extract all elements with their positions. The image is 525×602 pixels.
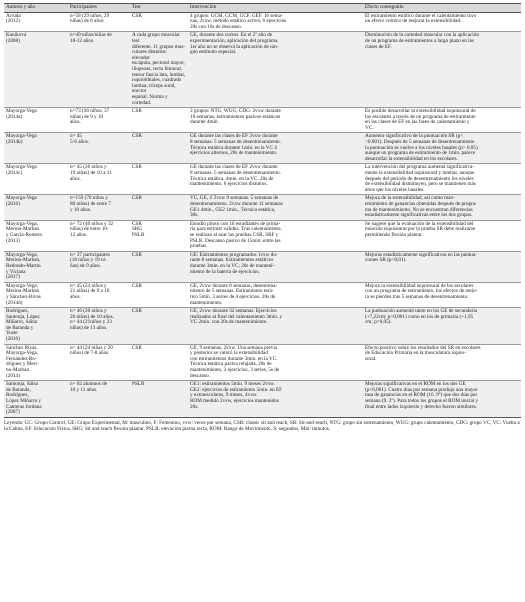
authors-cell: Sánchez Rivas, Mayorga-Vega, Fernández Ro- dríguez y Meri- no-Marban (2014) (4, 344, 68, 381)
participants-cell: n= 45 5-6 años. (68, 133, 130, 164)
table-row (4, 282, 521, 307)
participants-cell: n= 46 (20 niños y 26 niñas) de 10 años. n= 44 (21niños y 23 niñas) de 13 años. (68, 308, 130, 345)
table-row (4, 344, 521, 381)
authors-cell: Mayorga-Vega (2016) (4, 195, 68, 220)
authors-cell: Rodríguez, Santonja, López Miñarro, Sáinz de Baranda y Yuste (2016) (4, 308, 68, 345)
test-cell: CSR (130, 12, 188, 32)
authors-cell: Mayorga-Vega (2014b) (4, 133, 68, 164)
authors-cell: Kaniková (2008) (4, 32, 68, 108)
table-body (4, 12, 521, 417)
table-header (4, 4, 521, 13)
intervention-cell: Estudio piloto con 10 estudiantes de prima- ria para estimar validez. Tras calentamiento, se realizan al azar las pruebas CSR, SRF y PSLR. Descanso pasivo de 15min. entre las pruebas. (188, 220, 363, 251)
participants-cell: n= 45 (26 niños y 19 niñas) de 10 a 11 años. (68, 164, 130, 195)
participants-cell: n= 44 (24 niñas y 20 niños) de 7-8 años. (68, 344, 130, 381)
effect-cell: Se sugiere que la evaluación de la extensibilidad del músculo isquiosural por la prueba SR debe realizarse permitiendo flexión plantar. (363, 220, 521, 251)
participants-cell: n= 72 (40 niños y 32 niñas) de entre 10- 12 años. (68, 220, 130, 251)
table-row (4, 133, 521, 164)
participants-cell: n=49 niños/niñas de 10-12 años. (68, 32, 130, 108)
participants-cell: n=150 (70 niños y 80 niñas) de entre 7 y 10 años. (68, 195, 130, 220)
test-cell: CSR (130, 282, 188, 307)
test-cell: CSR (130, 195, 188, 220)
effect-cell: El estiramiento estático durante el calentamiento tuvo un efecto crónico de mejorar la extensibilidad. (363, 12, 521, 32)
authors-cell: Mayorga-Vega, Merino-Marban y García-Romero (2013) (4, 220, 68, 251)
intervention-cell: GE durante las clases de EF 2vxw durante 8 semanas. 5 semanas de desentrenamiento. Técnica estática durante 1min. en la VC 4 ejercicios alternos, 20s de mantenimiento. (188, 133, 363, 164)
test-cell: CSR (130, 108, 188, 133)
table-row (4, 108, 521, 133)
participants-cell: n= 62 alumnos de 10 y 11 años. (68, 381, 130, 418)
table-row (4, 12, 521, 32)
intervention-cell: VC, GE, 4´2vxw 9 semanas. 5 semanas de desentrenamiento. 2vxw durante 11 semanas GE1 4min., GE2 1min., Técnica estática, 30s. (188, 195, 363, 220)
table-legend: Leyenda: GC: Grupo Control, GE: Grupo Experimental, M: masculino, F: Femenino, vxw: veces por semana, CSR: classic sit and reach, SR: Sit-and-reach, NTG: grupo sin entrenamiento, WUG: grupo calentamiento, CDG: grupo VC, VC: Vuelta a la Calma, EF: Educación Física, SRG: Sit and reach flexión plantar, PSLR: elevación pierna recta, ROM: Rango de Movimiento, S: segundos, Min: minutos. (4, 419, 520, 432)
effect-cell: Aumento significativo de la puntuación SR (p< <0.001). Después de 5 semanas de desentrenamiento la puntuación se vuelve a los niveles basales (p> 0,05) aunque un programa de estiramiento de 1min. parece desarrollar la extensibilidad en los escolares. (363, 133, 521, 164)
intervention-cell: 3 grupos: NTG, WUG, CDG. 2vxw durante 10 semanas, estiramientos pasivos estáticos durante 4min. (188, 108, 363, 133)
test-cell: CSR (130, 308, 188, 345)
intervention-cell: GE: Estiramientos programados 1vxw du- rante 8 semanas. Estiramientos estáticos durante 3min. en la VC; 20s de manteni- miento de la batería de ejercicios. (188, 251, 363, 282)
authors-cell: Mayorga-Vega (2014a) (4, 108, 68, 133)
participants-cell: n=73 (36 niños, 37 niñas) de 9 y 10 años. (68, 108, 130, 133)
test-cell: CSR (130, 251, 188, 282)
table-row (4, 308, 521, 345)
header-participants: Participantes (68, 4, 130, 13)
effect-cell: Mejora de la extensibilidad, así como man- tenimiento de ganancias obtenidas después de progra- ma de mantenimiento. No se encuentran diferencias estadísticamente significativas entre los dos grupos. (363, 195, 521, 220)
authors-cell: Mayorga-Vega, Merino-Marban, Redondo-Martín y Viciana (2017) (4, 251, 68, 282)
table-row (4, 164, 521, 195)
header-authors: Autores y año (4, 4, 68, 13)
participants-cell: n=58 (29 niños, 29 niñas) de 8 años (68, 12, 130, 32)
intervention-cell: GE, 9 semanas, 2vxw. Una semana previa y posterior se valoró la extensibilidad con estiramientos durante 3min. en la VC. Técnica estática pasiva relajada, 20s de mantenimiento, 3 ejercicios, 3 series, 5s de descanso. (188, 344, 363, 381)
intervention-cell: GE, durante dos cursos. En el 2º año de experimentación, aplicación del programa. 1er año no se observa la aplicación de nin- gún estímulo especial. (188, 32, 363, 108)
authors-cell: Mayorga-Vega (2014c) (4, 164, 68, 195)
effect-cell: Disminución de la cortedad muscular con la aplicación de un programa de estiramientos a largo plazo en las clases de EF. (363, 32, 521, 108)
table-row (4, 220, 521, 251)
authors-cell: Mayorga-Vega, Merino-Marban y Sánchez-Rivas (2014d) (4, 282, 68, 307)
table-row (4, 32, 521, 108)
header-effect: Efecto conseguido (363, 4, 521, 13)
header-intervention: Intervención (188, 4, 363, 13)
test-cell: PSLR (130, 381, 188, 418)
authors-cell: Arruda (2012) (4, 12, 68, 32)
effect-cell: Efecto positivo sobre los resultados del SR en escolares de Educación Primaria en la musculatura isquio- sural. (363, 344, 521, 381)
header-test: Test (130, 4, 188, 13)
table-row (4, 251, 521, 282)
effect-cell: Mejoras estadísticamente significativas en las puntua- ciones SR (p<0,01). (363, 251, 521, 282)
test-cell: CSR (130, 133, 188, 164)
intervention-cell: 4 grupos: GCM, GCM, GCF, GEF. 16 sema- nas, 2vxw, método estático activo, 6 ejercicios 20s con 10s de descanso. (188, 12, 363, 32)
intervention-cell: GE durante las clases de EF 2vxw durante 8 semanas. 5 semanas de desentrenamiento. Técnica estática. 4min. en la VC. 20s de mantenimiento. 6 ejercicios distintos. (188, 164, 363, 195)
intervention-cell: GE, 2vxw durante 8 semanas, desentrena- miento de 5 semanas. Estiramiento está- tico 5min. 3 series de 4 ejercicios. 20s de mantenimiento. (188, 282, 363, 307)
intervention-cell: GE1: estiramientos 5min. 9 meses 2vxw. GE2: ejercicios de estiramiento 5min. en EF y extraescolares, 9 meses, 4vxw. ROM medido 2vxw, ejercicios mantenidos 20s. (188, 381, 363, 418)
effect-cell: Mejora la extensibilidad isquiosural de los escolares con un programa de estiramiento, los efectos de mejo- ra se pierden tras 5 semanas de desentrenamiento. (363, 282, 521, 307)
test-cell: A cada grupo muscular test diferente. 11 grupos mus- culares distintos: elevador escápula, pectoral mayor, iliopsoas, recto femoral, tensor fascia lata, lumbar, isquiotibiales, cuadrado lumbar, tríceps sural, erector espinal. Norma y cortedad. (130, 32, 188, 108)
effect-cell: Mejoras significativas en el ROM en los dos GE (p<0,001). Cuatro días por semana produjo una mayor tasa de ganancias en el ROM (16. 9º) que dos días por semana (9. 3º). Para todos los grupos el ROM inicial y final entre lados izquierdo y derecho fueron similares. (363, 381, 521, 418)
test-cell: CSR SRG PSLR (130, 220, 188, 251)
participants-cell: n= 37 participantes (18 niños y 19 ni- ñas) de 9 años. (68, 251, 130, 282)
test-cell: CSR (130, 344, 188, 381)
intervention-cell: GE, 2vxw durante 32 semanas. Ejercicios realizados al final del calentamiento 3min. y VC 2min. con 20s de mantenimiento. (188, 308, 363, 345)
effect-cell: Es posible desarrollar la extensibilidad isquiosural de los escolares a través de un programa de estiramiento en las clases de EF en las fases de calentamiento y VC. (363, 108, 521, 133)
header-row (4, 4, 521, 13)
table-row (4, 381, 521, 418)
effect-cell: La puntuación aumentó tanto en los GE de secundaria (+7,22cm; p<0,001) como en los de primaria (+1,95 cm; p>0,05). (363, 308, 521, 345)
test-cell: CSR (130, 164, 188, 195)
studies-table (4, 3, 521, 418)
effect-cell: La intervención del programa aumenta significativa- mente la extensibilidad isquiosural y lumbar, aunque después del periodo de desentrenamiento los niveles de extensibilidad disminuyen, pero se mantienen más altos que los niveles basales. (363, 164, 521, 195)
table-row (4, 195, 521, 220)
participants-cell: n= 45 (24 niños y 21 niñas) de 9 a 10 años. (68, 282, 130, 307)
authors-cell: Santonja, Sáinz de Baranda, Rodríguez, López Miñarro y Canteras Jordana (2007) (4, 381, 68, 418)
